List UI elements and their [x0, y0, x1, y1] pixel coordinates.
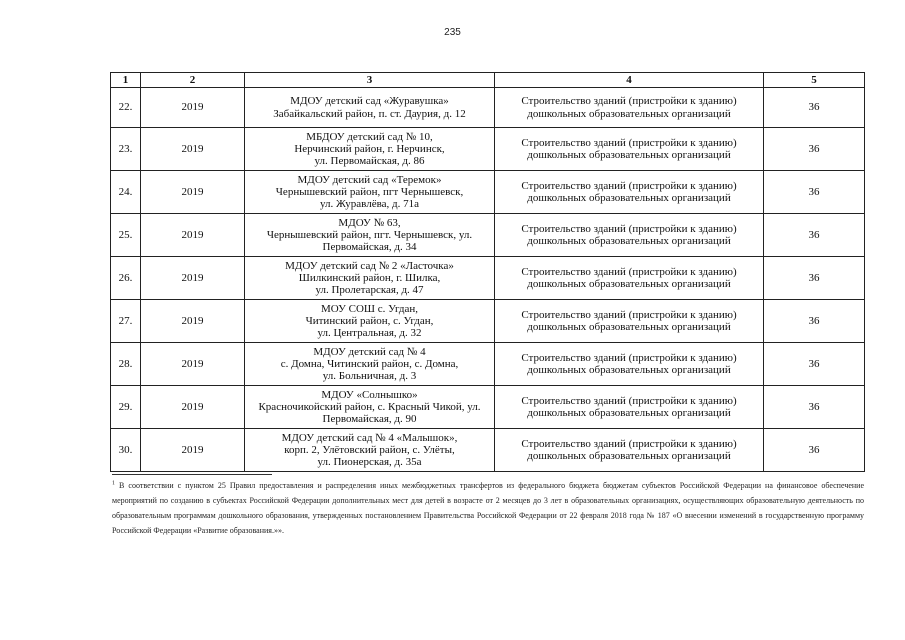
footnote-text: В соответствии с пунктом 25 Правил предоставления и распределения иных межбюджетных трансфертов из федерального бюджета бюджетам субъектов Российской Федерации на финансовое обеспечение мероприятий по созданию в субъектах Российской Федерации дополнительных мест для детей в возрасте от 2 месяцев до 3 лет в образовательных организациях, осуществляющих образовательную деятельность по образовательным программам дошкольного образования, утвержденных постановлением Правительства Российской Федерации от 22 февраля 2018 года № 187 «О внесении изменений в государственную программу Российской Федерации «Развитие образования.»».: [112, 481, 865, 535]
footnote: [112, 478, 864, 538]
row-year: 2019: [141, 214, 245, 257]
row-number: 29.: [111, 386, 141, 429]
row-year: 2019: [141, 386, 245, 429]
row-number: 22.: [111, 88, 141, 128]
row-places: 36: [764, 171, 865, 214]
row-type: Строительство зданий (пристройки к зданию) дошкольных образовательных организаций: [495, 300, 764, 343]
row-type: Строительство зданий (пристройки к зданию) дошкольных образовательных организаций: [495, 88, 764, 128]
row-year: 2019: [141, 257, 245, 300]
row-places: 36: [764, 257, 865, 300]
table-row: [111, 300, 865, 343]
row-type: Строительство зданий (пристройки к зданию) дошкольных образовательных организаций: [495, 386, 764, 429]
row-object: МДОУ детский сад «Журавушка» Забайкальский район, п. ст. Даурия, д. 12: [245, 88, 495, 128]
row-object: МДОУ «Солнышко» Красночикойский район, с. Красный Чикой, ул. Первомайская, д. 90: [245, 386, 495, 429]
header-cell-4: 4: [495, 73, 764, 88]
row-object: МДОУ детский сад № 4 «Малышок», корп. 2, Улётовский район, с. Улёты, ул. Пионерская, д. 35а: [245, 429, 495, 472]
row-places: 36: [764, 128, 865, 171]
page-number: 235: [444, 27, 461, 38]
row-places: 36: [764, 300, 865, 343]
header-row: [111, 73, 865, 88]
row-year: 2019: [141, 300, 245, 343]
table-row: [111, 214, 865, 257]
table-row: [111, 88, 865, 128]
row-number: 23.: [111, 128, 141, 171]
row-object: МОУ СОШ с. Угдан, Читинский район, с. Угдан, ул. Центральная, д. 32: [245, 300, 495, 343]
header-cell-1: 1: [111, 73, 141, 88]
row-type: Строительство зданий (пристройки к зданию) дошкольных образовательных организаций: [495, 171, 764, 214]
footnote-divider: [112, 474, 272, 475]
header-cell-3: 3: [245, 73, 495, 88]
row-number: 26.: [111, 257, 141, 300]
row-object: МДОУ № 63, Чернышевский район, пгт. Чернышевск, ул. Первомайская, д. 34: [245, 214, 495, 257]
table-row: [111, 171, 865, 214]
row-number: 27.: [111, 300, 141, 343]
table-row: [111, 128, 865, 171]
footnote-marker: 1: [112, 480, 115, 487]
row-year: 2019: [141, 128, 245, 171]
row-number: 24.: [111, 171, 141, 214]
row-places: 36: [764, 429, 865, 472]
row-type: Строительство зданий (пристройки к зданию) дошкольных образовательных организаций: [495, 429, 764, 472]
row-places: 36: [764, 88, 865, 128]
table-row: [111, 257, 865, 300]
table-row: [111, 429, 865, 472]
places-table: [110, 72, 865, 472]
row-object: МДОУ детский сад № 2 «Ласточка» Шилкинский район, г. Шилка, ул. Пролетарская, д. 47: [245, 257, 495, 300]
row-places: 36: [764, 343, 865, 386]
row-object: МДОУ детский сад № 4 с. Домна, Читинский район, с. Домна, ул. Больничная, д. 3: [245, 343, 495, 386]
table-row: [111, 343, 865, 386]
row-year: 2019: [141, 429, 245, 472]
row-type: Строительство зданий (пристройки к зданию) дошкольных образовательных организаций: [495, 257, 764, 300]
row-object: МДОУ детский сад «Теремок» Чернышевский район, пгт Чернышевск, ул. Журавлёва, д. 71а: [245, 171, 495, 214]
row-type: Строительство зданий (пристройки к зданию) дошкольных образовательных организаций: [495, 128, 764, 171]
row-places: 36: [764, 214, 865, 257]
row-number: 25.: [111, 214, 141, 257]
row-type: Строительство зданий (пристройки к зданию) дошкольных образовательных организаций: [495, 343, 764, 386]
header-cell-5: 5: [764, 73, 865, 88]
row-year: 2019: [141, 88, 245, 128]
row-object: МБДОУ детский сад № 10, Нерчинский район, г. Нерчинск, ул. Первомайская, д. 86: [245, 128, 495, 171]
row-year: 2019: [141, 171, 245, 214]
row-number: 30.: [111, 429, 141, 472]
row-number: 28.: [111, 343, 141, 386]
header-cell-2: 2: [141, 73, 245, 88]
table-row: [111, 386, 865, 429]
row-year: 2019: [141, 343, 245, 386]
row-type: Строительство зданий (пристройки к зданию) дошкольных образовательных организаций: [495, 214, 764, 257]
row-places: 36: [764, 386, 865, 429]
